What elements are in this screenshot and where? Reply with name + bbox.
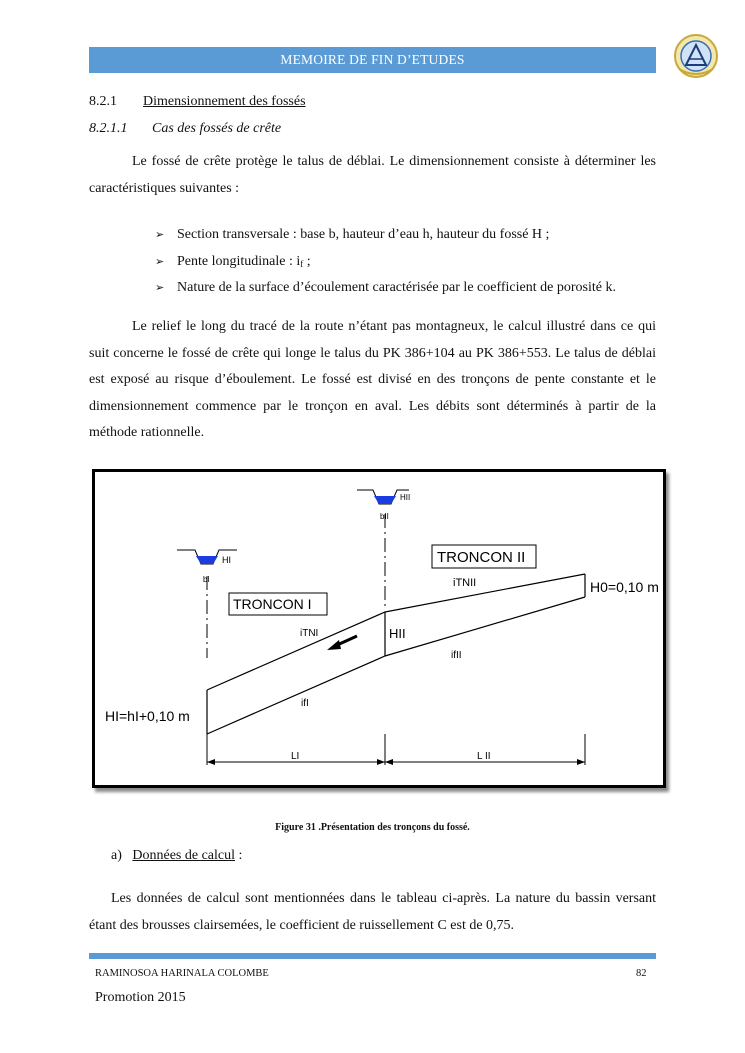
body-paragraph: Le relief le long du tracé de la route n’étant pas montagneux, le calcul illustré dans ce qui suit concerne le fossé de crête qui longe le talus du PK 386+104 au PK 386+553. Le talus de déblai est exposé au risque d’éboulement. Le fossé est divisé en des tronçons de pente constante et le dimensionnement commence par le tronçon en aval. Les débits sont déterminés à partir de la méthode rationnelle. [89, 319, 656, 440]
h-mid-label: HII [389, 626, 406, 641]
section-heading [89, 94, 306, 110]
hI-small-label: HI [222, 555, 231, 565]
list-item: ➢ Nature de la surface d’écoulement caractérisée par le coefficient de porosité k. [155, 275, 616, 302]
arrow-bullet-icon: ➢ [155, 281, 165, 294]
L1-label: LI [291, 751, 300, 762]
arrow-bullet-icon: ➢ [155, 228, 165, 241]
h-end-label: H0=0,10 m [590, 579, 659, 595]
bullet-list [155, 222, 616, 302]
b2-label: bII [380, 512, 389, 521]
list-item: ➢ Pente longitudinale : $i_f$ ; [155, 249, 616, 276]
if2-label: ifII [451, 650, 462, 661]
itn2-label: iTNII [453, 577, 477, 589]
subheading: a) Données de calcul : [111, 848, 243, 863]
list-item: ➢ Section transversale : base b, hauteur d’eau h, hauteur du fossé H ; [155, 222, 616, 249]
page-header: MEMOIRE DE FIN D’ETUDES [89, 47, 656, 73]
footer-promotion: Promotion 2015 [95, 990, 186, 1005]
L2-label: L II [477, 751, 491, 762]
troncon-1-label: TRONCON I [233, 596, 312, 612]
hII-small-label: HII [400, 493, 411, 502]
footer-bar [89, 953, 656, 959]
section-title: Dimensionnement des fossés [143, 94, 306, 109]
troncon-2-label: TRONCON II [437, 549, 526, 566]
footer-author: RAMINOSOA HARINALA COLOMBE [95, 968, 269, 979]
body-paragraph: Les données de calcul sont mentionnées dans le tableau ci-après. La nature du bassin versant étant des brousses clairsemées, le coefficient de ruissellement C est de 0,75. [89, 891, 656, 933]
subsection-heading [89, 121, 281, 137]
intro-paragraph: Le fossé de crête protège le talus de déblai. Le dimensionnement consiste à déterminer les caractéristiques suivantes : [89, 154, 656, 196]
subsection-number: 8.2.1.1 [89, 121, 128, 136]
arrow-bullet-icon: ➢ [155, 254, 165, 268]
h-start-label: HI=hI+0,10 m [105, 708, 190, 724]
school-emblem-icon [673, 33, 719, 79]
section-number: 8.2.1 [89, 94, 117, 109]
itn1-label: iTNI [300, 628, 319, 639]
figure-caption: Figure 31 .Présentation des tronçons du fossé. [275, 822, 470, 833]
diagram-svg [95, 472, 663, 785]
if1-label: ifI [301, 698, 309, 709]
troncon-diagram [92, 469, 666, 788]
page-number: 82 [636, 968, 647, 979]
subsection-title: Cas des fossés de crête [152, 121, 282, 136]
b1-label: bI [203, 575, 210, 584]
